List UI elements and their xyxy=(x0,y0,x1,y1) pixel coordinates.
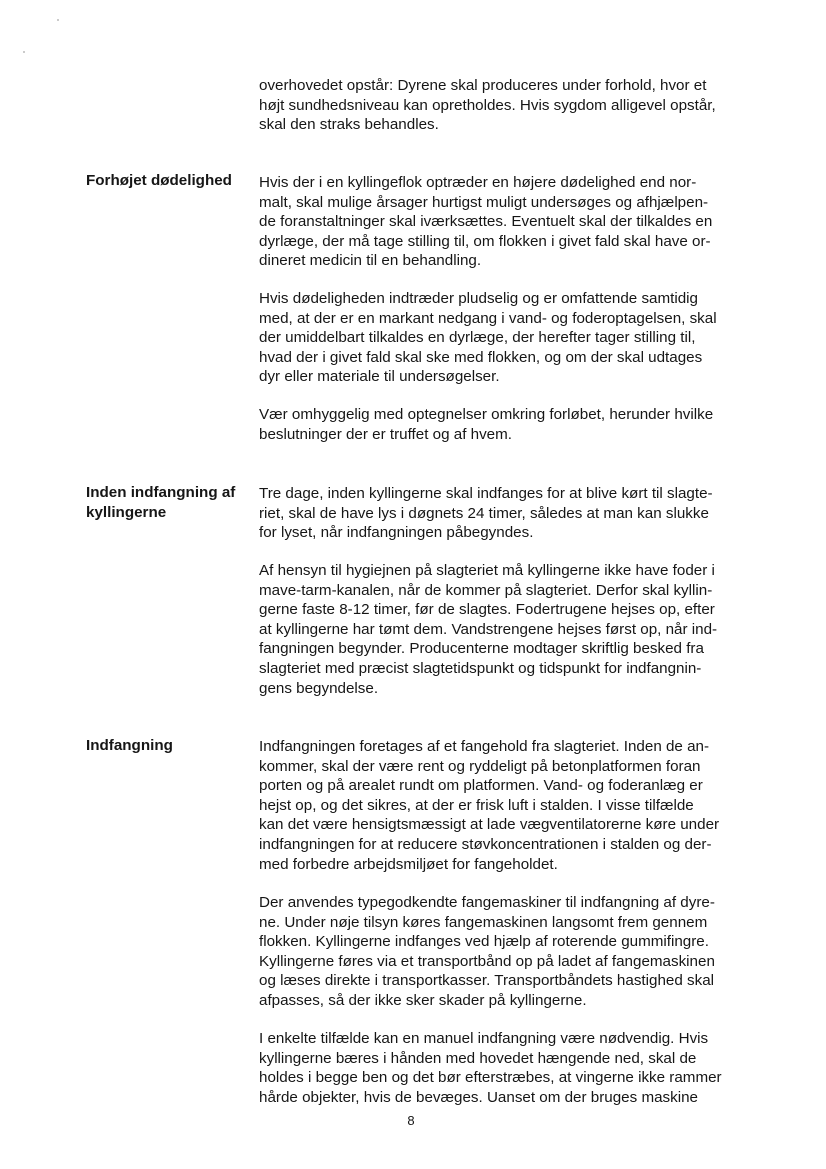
text-line: overhovedet opstår: Dyrene skal produceres under forhold, hvor et xyxy=(259,77,707,94)
text-line: at kyllingerne har tømt dem. Vandstrengene hejses først op, når ind- xyxy=(259,620,718,638)
text-line: fangningen begynder. Producenterne modtager skriftlig besked fra xyxy=(259,640,704,658)
text-line: kommer, skal der være rent og ryddeligt på betonplatformen foran xyxy=(259,757,701,775)
text-line: beslutninger der er truffet og af hvem. xyxy=(259,425,512,443)
body-paragraph xyxy=(259,484,739,543)
text-line: hejst op, og det sikres, at der er frisk luft i stalden. I visse tilfælde xyxy=(259,796,694,814)
text-line: Af hensyn til hygiejnen på slagteriet må kyllingerne ikke have foder i xyxy=(259,562,715,579)
body-paragraph xyxy=(259,737,739,874)
text-line: med forbedre arbejdsmiljøet for fangeholdet. xyxy=(259,855,558,873)
text-line: Der anvendes typegodkendte fangemaskiner til indfangning af dyre- xyxy=(259,894,715,911)
text-line: Kyllingerne føres via et transportbånd op på ladet af fangemaskinen xyxy=(259,952,715,970)
text-line: kan det være hensigtsmæssigt at lade vægventilatorerne køre under xyxy=(259,816,720,834)
text-line: ne. Under nøje tilsyn køres fangemaskinen langsomt frem gennem xyxy=(259,913,708,931)
section-heading-inden-indfangning xyxy=(86,483,251,522)
text-line: de foranstaltninger skal iværksættes. Eventuelt skal der tilkaldes en xyxy=(259,213,713,231)
text-line: porten og på arealet rundt om platformen. Vand- og foderanlæg er xyxy=(259,777,703,795)
section-heading-indfangning xyxy=(86,736,251,756)
text-line: holdes i begge ben og det bør efterstræbes, at vingerne ikke rammer xyxy=(259,1069,722,1087)
text-line: hvad der i givet fald skal ske med flokken, og om der skal udtages xyxy=(259,348,703,366)
text-line: og læses direkte i transportkasser. Transportbåndets hastighed skal xyxy=(259,972,715,990)
scan-speck xyxy=(23,51,25,53)
text-line: Tre dage, inden kyllingerne skal indfanges for at blive kørt til slagte- xyxy=(259,485,713,502)
body-paragraph xyxy=(259,405,739,444)
intro-paragraph xyxy=(259,76,739,135)
text-line: malt, skal mulige årsager hurtigst muligt undersøges og afhjælpen- xyxy=(259,193,709,211)
text-line: afpasses, så der ikke sker skader på kyllingerne. xyxy=(259,991,587,1009)
text-line: dyr eller materiale til undersøgelser. xyxy=(259,368,500,386)
text-line: indfangningen for at reducere støvkoncentrationen i stalden og der- xyxy=(259,835,712,853)
text-line: højt sundhedsniveau kan opretholdes. Hvis sygdom alligevel opstår, xyxy=(259,96,716,114)
heading-line: Forhøjet dødelighed xyxy=(86,172,232,189)
text-line: med, at der er en markant nedgang i vand- og foderoptagelsen, skal xyxy=(259,309,717,327)
text-line: Vær omhyggelig med optegnelser omkring forløbet, herunder hvilke xyxy=(259,406,714,423)
text-line: skal den straks behandles. xyxy=(259,116,439,134)
text-line: dineret medicin til en behandling. xyxy=(259,252,482,270)
text-line: kyllingerne bæres i hånden med hovedet hængende ned, skal de xyxy=(259,1049,697,1067)
text-line: Hvis dødeligheden indtræder pludselig og er omfattende samtidig xyxy=(259,290,698,307)
section-heading-forhoejet-doedelighed xyxy=(86,171,251,191)
body-paragraph xyxy=(259,561,739,698)
text-line: Hvis der i en kyllingeflok optræder en højere dødelighed end nor- xyxy=(259,174,697,191)
body-paragraph xyxy=(259,1029,739,1107)
body-paragraph xyxy=(259,173,739,271)
text-line: hårde objekter, hvis de bevæges. Uanset om der bruges maskine xyxy=(259,1088,698,1106)
body-paragraph xyxy=(259,893,739,1011)
text-line: flokken. Kyllingerne indfanges ved hjælp af roterende gummifingre. xyxy=(259,933,709,951)
text-line: Indfangningen foretages af et fangehold fra slagteriet. Inden de an- xyxy=(259,738,710,755)
text-line: dyrlæge, der må tage stilling til, om flokken i givet fald skal have or- xyxy=(259,232,711,250)
text-line: I enkelte tilfælde kan en manuel indfangning være nødvendig. Hvis xyxy=(259,1030,709,1047)
text-line: der umiddelbart tilkaldes en dyrlæge, der herefter tager stilling til, xyxy=(259,329,696,347)
scan-speck xyxy=(57,19,59,21)
text-line: for lyset, når indfangningen påbegyndes. xyxy=(259,524,534,542)
body-paragraph xyxy=(259,289,739,387)
heading-line: Inden indfangning af xyxy=(86,484,236,501)
page-number: 8 xyxy=(407,1113,415,1128)
text-line: slagteriet med præcist slagtetidspunkt og tidspunkt for indfangnin- xyxy=(259,659,702,677)
heading-line: Indfangning xyxy=(86,737,173,754)
text-line: mave-tarm-kanalen, når de kommer på slagteriet. Derfor skal kyllin- xyxy=(259,581,713,599)
text-line: riet, skal de have lys i døgnets 24 timer, således at man kan slukke xyxy=(259,504,709,522)
heading-line: kyllingerne xyxy=(86,503,167,521)
text-line: gerne faste 8-12 timer, før de slagtes. Fodertrugene hejses op, efter xyxy=(259,601,715,619)
text-line: gens begyndelse. xyxy=(259,679,379,697)
